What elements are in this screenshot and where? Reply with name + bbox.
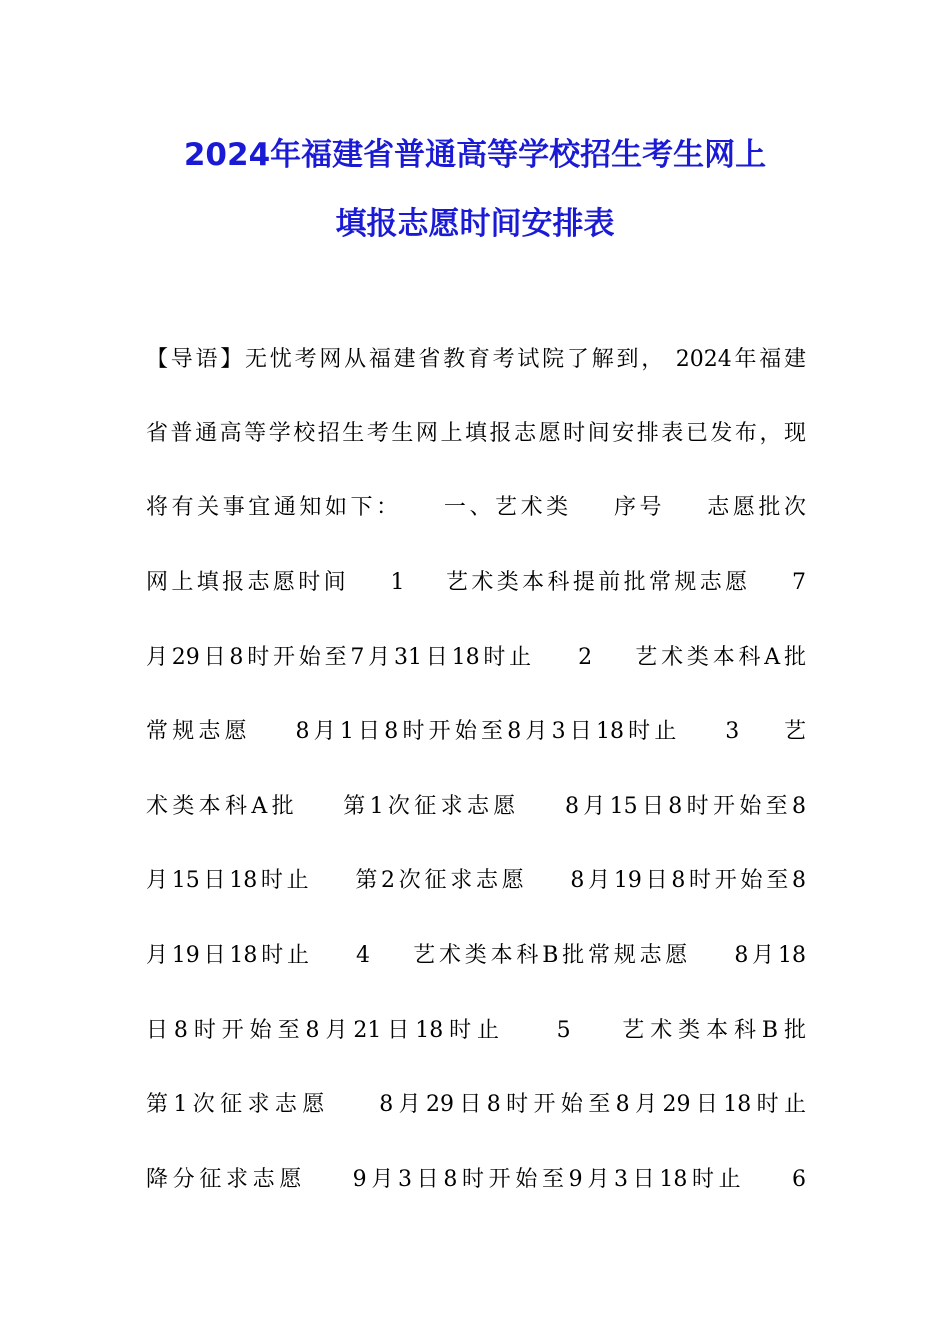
document-title-line-2: 填报志愿时间安排表 (335, 206, 615, 242)
body-line-3: 将有关事宜通知如下： 一、艺术类 序号 志愿批次 (146, 495, 806, 520)
body-line-6: 常规志愿 8月1日8时开始至8月3日18时止 3 艺 (146, 719, 806, 744)
body-line-7: 术类本科A批 第1次征求志愿 8月15日8时开始至8 (146, 794, 806, 819)
body-line-9: 月19日18时止 4 艺术类本科B批常规志愿 8月18 (146, 943, 806, 968)
document-title-line-1: 2024年福建省普通高等学校招生考生网上 (183, 137, 767, 173)
body-line-5: 月29日8时开始至7月31日18时止 2 艺术类本科A批 (146, 645, 806, 670)
body-line-11: 第1次征求志愿 8月29日8时开始至8月29日18时止 (146, 1092, 806, 1117)
body-line-12: 降分征求志愿 9月3日8时开始至9月3日18时止 6 (146, 1167, 806, 1192)
body-line-8: 月15日18时止 第2次征求志愿 8月19日8时开始至8 (146, 868, 806, 893)
body-line-4: 网上填报志愿时间 1 艺术类本科提前批常规志愿 7 (146, 570, 806, 595)
body-line-2: 省普通高等学校招生考生网上填报志愿时间安排表已发布，现 (146, 421, 806, 446)
body-line-1: 【导语】无忧考网从福建省教育考试院了解到， 2024年福建 (146, 347, 806, 372)
body-line-10: 日8时开始至8月21日18时止 5 艺术类本科B批 (146, 1018, 806, 1043)
